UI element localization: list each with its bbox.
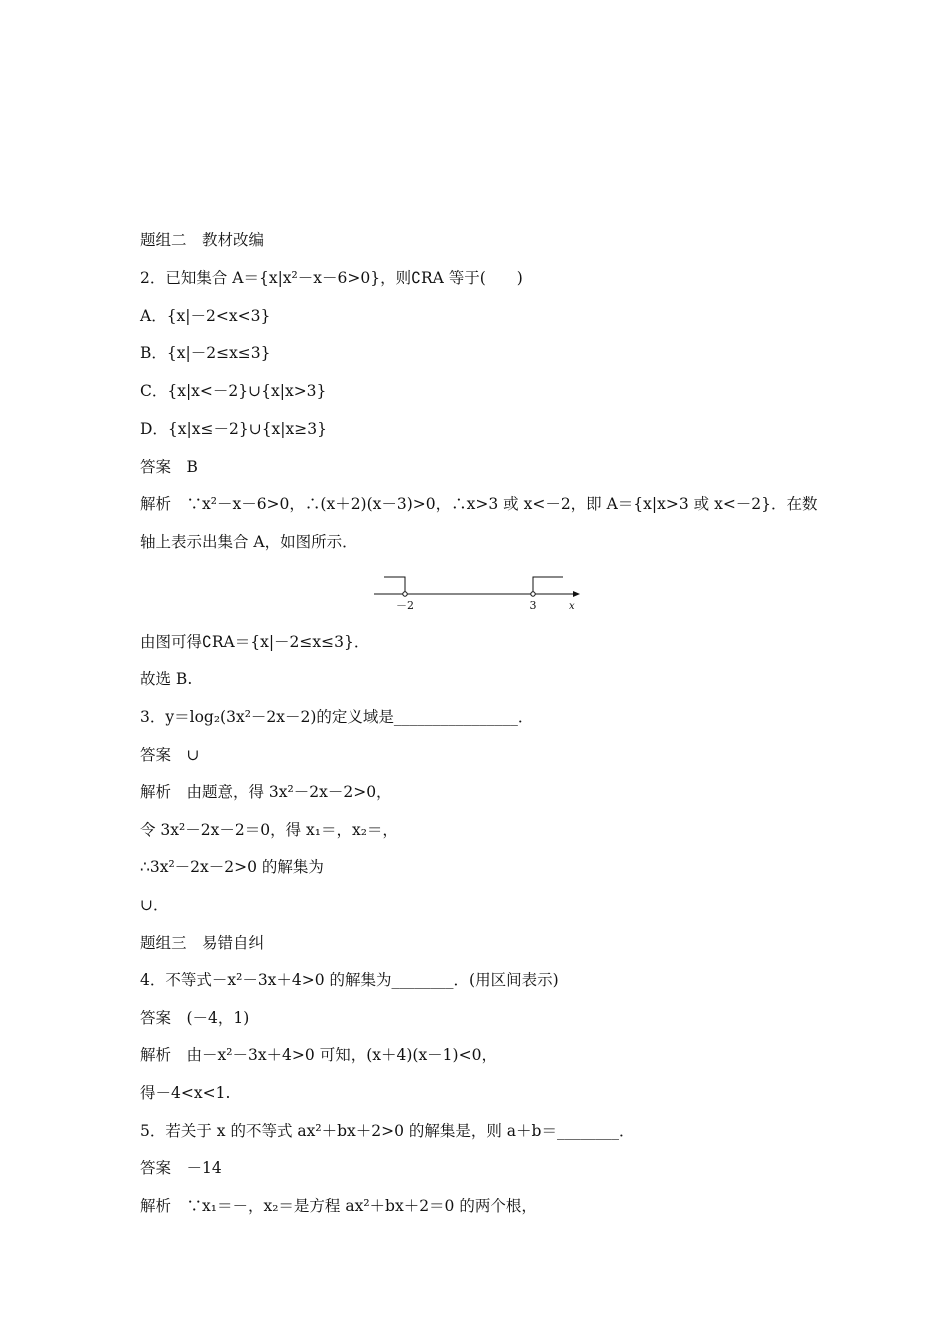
question-3-analysis: 解析 由题意，得 3x²－2x－2>0， <box>140 783 392 801</box>
question-4-answer: 答案 (－4，1) <box>140 1009 250 1027</box>
axis-arrow <box>573 591 580 597</box>
question-5-stem: 5．若关于 x 的不等式 ax²＋bx＋2>0 的解集是，则 a＋b＝________． <box>140 1122 635 1140</box>
question-2-option-b: B．{x|－2≤x≤3} <box>140 344 271 362</box>
question-2-analysis: 解析 ∵x²－x－6>0，∴(x＋2)(x－3)>0，∴x>3 或 x<－2，即 A＝{x|x>3 或 x<－2}．在数 <box>140 495 818 513</box>
question-2-answer: 答案 B <box>140 458 198 476</box>
axis-label-x: x <box>569 601 575 612</box>
question-4-analysis: 解析 由－x²－3x＋4>0 可知，(x＋4)(x－1)<0， <box>140 1046 497 1064</box>
question-3-stem: 3．y＝log₂(3x²－2x－2)的定义域是________________． <box>140 708 534 726</box>
question-3-analysis-solution: ∴3x²－2x－2>0 的解集为 <box>140 858 324 876</box>
question-4-analysis-result: 得－4<x<1. <box>140 1084 231 1102</box>
tick-label-3: 3 <box>529 599 537 612</box>
question-2-choice: 故选 B. <box>140 670 193 688</box>
question-5-answer: 答案 －14 <box>140 1159 222 1177</box>
question-2-stem: 2．已知集合 A＝{x|x²－x－6>0}，则∁RA 等于( ) <box>140 269 523 287</box>
question-4-stem: 4．不等式－x²－3x＋4>0 的解集为________．(用区间表示) <box>140 971 559 989</box>
open-point-3 <box>531 592 535 596</box>
question-2-option-a: A．{x|－2<x<3} <box>140 307 271 325</box>
question-2-conclusion: 由图可得∁RA＝{x|－2≤x≤3}． <box>140 633 370 651</box>
question-3-analysis-union: ∪． <box>140 896 169 914</box>
question-3-analysis-roots: 令 3x²－2x－2＝0，得 x₁＝，x₂＝， <box>140 821 398 839</box>
section-heading: 题组二 教材改编 <box>140 231 265 249</box>
section-heading-3: 题组三 易错自纠 <box>140 934 265 952</box>
open-point-minus-2 <box>403 592 407 596</box>
question-5-analysis: 解析 ∵x₁＝－，x₂＝是方程 ax²＋bx＋2＝0 的两个根， <box>140 1197 537 1215</box>
set-bracket-right <box>533 577 563 594</box>
question-2-option-c: C．{x|x<－2}∪{x|x>3} <box>140 382 327 400</box>
question-2-analysis-cont: 轴上表示出集合 A，如图所示． <box>140 533 358 551</box>
number-line-figure <box>370 572 586 618</box>
tick-label-minus-2: －2 <box>396 599 414 612</box>
question-3-answer: 答案 ∪ <box>140 746 200 764</box>
question-2-option-d: D．{x|x≤－2}∪{x|x≥3} <box>140 420 327 438</box>
set-bracket-left <box>384 577 405 594</box>
